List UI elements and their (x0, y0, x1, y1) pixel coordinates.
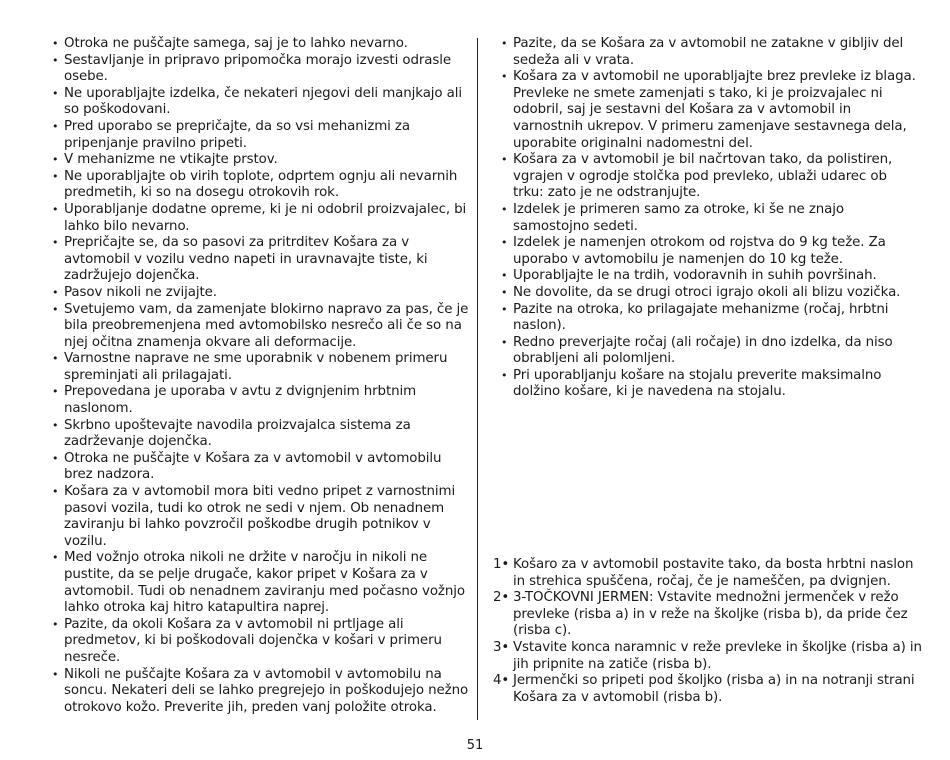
list-item: • Otroka ne puščajte v Košara za v avtomobil v avtomobilu brez nadzora. (50, 451, 470, 484)
list-item: • Pazite, da okoli Košara za v avtomobil ni prtljage ali predmetov, ki bi poškodovali dojenčka v košari v primeru nesreče. (50, 617, 470, 667)
left-column (50, 36, 470, 716)
list-item: • Redno preverjajte ročaj (ali ročaje) in dno izdelka, da niso obrabljeni ali polomljeni. (499, 335, 919, 368)
list-item: • Uporabljanje dodatne opreme, ki je ni odobril proizvajalec, bi lahko bilo nevarno. (50, 202, 470, 235)
list-item: • Sestavljanje in pripravo pripomočka morajo izvesti odrasle osebe. (50, 53, 470, 86)
list-item: • Ne dovolite, da se drugi otroci igrajo okoli ali blizu vozička. (499, 285, 919, 302)
page-number: 51 (466, 738, 484, 753)
list-item: • Izdelek je primeren samo za otroke, ki še ne znajo samostojno sedeti. (499, 202, 919, 235)
left-warning-list (50, 36, 470, 716)
step-item (493, 557, 923, 590)
list-item: • Košara za v avtomobil je bil načrtovan tako, da polistiren, vgrajen v ogrodje stolčka pod prevleko, ublaži udarec ob trku: zato je ne odstranjujte. (499, 152, 919, 202)
list-item: • Ne uporabljajte izdelka, če nekateri njegovi deli manjkajo ali so poškodovani. (50, 86, 470, 119)
step-number: 1• (493, 557, 510, 572)
list-item: • Izdelek je namenjen otrokom od rojstva do 9 kg teže. Za uporabo v avtomobilu je namenjen do 10 kg teže. (499, 235, 919, 268)
list-item: • Svetujemo vam, da zamenjate blokirno napravo za pas, če je bila preobremenjena med avtomobilsko nesrečo ali če so na njej očitna znamenja okvare ali deformacije. (50, 302, 470, 352)
list-item: • Košara za v avtomobil mora biti vedno pripet z varnostnimi pasovi vozila, tudi ko otrok ne sedi v njem. Ob nenadnem zaviranju bi lahko povzročil poškodbe drugih potnikov v vozilu. (50, 484, 470, 550)
list-item: • Prepovedana je uporaba v avtu z dvignjenim hrbtnim naslonom. (50, 384, 470, 417)
assembly-steps (493, 557, 923, 706)
list-item: • Pazite, da se Košara za v avtomobil ne zatakne v gibljiv del sedeža ali v vrata. (499, 36, 919, 69)
list-item: • Ne uporabljajte ob virih toplote, odprtem ognju ali nevarnih predmetih, ki so na dosegu otrokovih rok. (50, 169, 470, 202)
step-text: Vstavite konca naramnic v reže prevleke in školjke (risba a) in jih pripnite na zatiče (risba b). (513, 639, 922, 672)
step-text: Jermenčki so pripeti pod školjko (risba a) in na notranji strani Košara za v avtomobil (risba b). (513, 673, 915, 705)
step-item (493, 590, 923, 640)
list-item: • Uporabljajte le na trdih, vodoravnih in suhih površinah. (499, 268, 919, 285)
list-item: • Nikoli ne puščajte Košara za v avtomobil v avtomobilu na soncu. Nekateri deli se lahko pregrejejo in poškodujejo nežno otrokovo kožo. Preverite jih, preden vanj položite otroka. (50, 667, 470, 717)
step-item (493, 673, 923, 706)
list-item: • Košara za v avtomobil ne uporabljajte brez prevleke iz blaga. Prevleke ne smete zamenjati s tako, ki je proizvajalec ni odobril, saj je sestavni del Košara za v avtomobil in varnostnih ukrepov. V primeru zamenjave sestavnega dela, uporabite originalni nadomestni del. (499, 69, 919, 152)
step-item (493, 640, 923, 673)
list-item: • Skrbno upoštevajte navodila proizvajalca sistema za zadrževanje dojenčka. (50, 418, 470, 451)
list-item: • Otroka ne puščajte samega, saj je to lahko nevarno. (50, 36, 470, 53)
list-item: • Pred uporabo se prepričajte, da so vsi mehanizmi za pripenjanje pravilno pripeti. (50, 119, 470, 152)
right-column (499, 36, 919, 401)
column-divider (477, 38, 478, 720)
step-number: 4• (493, 673, 510, 689)
list-item: • Prepričajte se, da so pasovi za pritrditev Košara za v avtomobil v vozilu vedno napeti in uravnavajte tiste, ki zadržujejo dojenčka. (50, 235, 470, 285)
list-item: • Pri uporabljanju košare na stojalu preverite maksimalno dolžino košare, ki je navedena na stojalu. (499, 368, 919, 401)
list-item: • Varnostne naprave ne sme uporabnik v nobenem primeru spreminjati ali prilagajati. (50, 351, 470, 384)
step-text: Košaro za v avtomobil postavite tako, da bosta hrbtni naslon in strehica spuščena, ročaj, če je nameščen, pa dvignjen. (513, 557, 914, 589)
right-warning-list (499, 36, 919, 401)
list-item: • V mehanizme ne vtikajte prstov. (50, 152, 470, 169)
list-item: • Med vožnjo otroka nikoli ne držite v naročju in nikoli ne pustite, da se pelje drugače, kakor pripet v Košara za v avtomobil. Tudi ob nenadnem zaviranju med počasno vožnjo lahko otroka kaj hitro katapultira naprej. (50, 550, 470, 616)
list-item: • Pasov nikoli ne zvijajte. (50, 285, 470, 302)
step-number: 2• (493, 590, 510, 606)
step-number: 3• (493, 639, 510, 655)
step-text: 3-TOČKOVNI JERMEN: Vstavite mednožni jermenček v režo prevleke (risba a) in v reže na školjke (risba b), da pride čez (risba c). (513, 590, 908, 639)
list-item: • Pazite na otroka, ko prilagajate mehanizme (ročaj, hrbtni naslon). (499, 302, 919, 335)
